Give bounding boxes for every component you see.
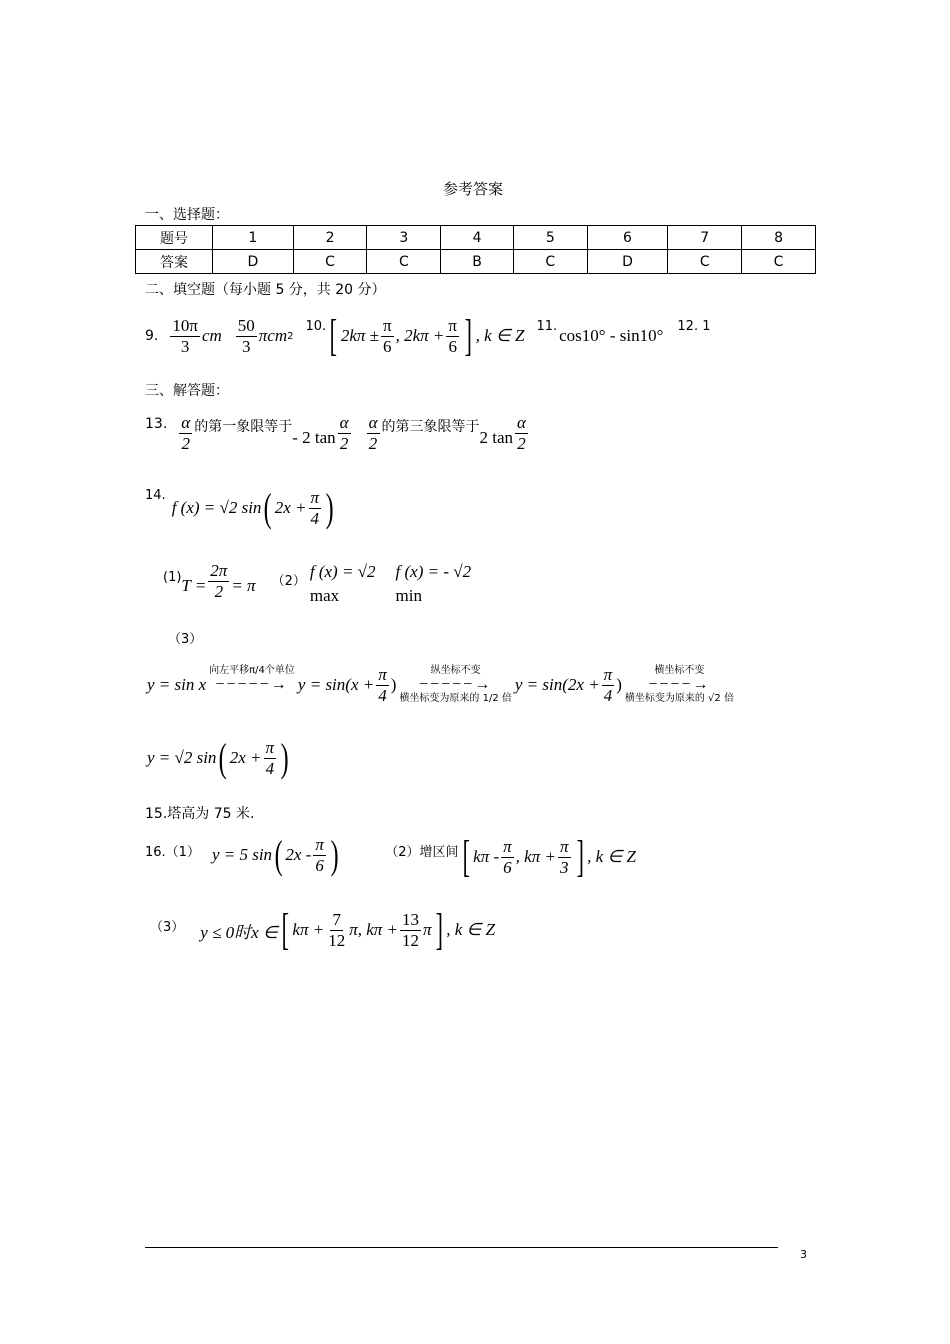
unit: cm [201,326,222,345]
answer-14-result: y = √2 sin ( 2x + $\frac{\pi}{4}$ ) [147,735,289,780]
table-cell: D [587,250,668,274]
answer-13: 13. $\frac{\alpha}{2}$ 的第一象限等于 - 2 tan $\frac{\alpha}{2}$ $\frac{\alpha}{2}$ 的第三象限等于 2 tan $\frac{\alpha}{2}$ [145,413,526,453]
table-cell: 3 [367,226,441,250]
table-cell: D [213,250,294,274]
unit: πcm [258,326,288,345]
table-cell: B [441,250,514,274]
transform-chain: y = sin x 向左平移π/4个单位 −−−−−→ y = sin(x + $\frac{\pi}{4}$ ) 纵坐标不变 −−−−−→ 横坐标变为原来的 1/2 倍 y = sin(2x + $\frac{\pi}{4}$ ) 横坐标不变 −−−−→ 横坐标变为原来的 √2 倍 [147,664,734,705]
table-cell: 1 [213,226,294,250]
fraction: $\frac{50}{3}$ [237,315,255,356]
answer-16-part3: （3） y ≤ 0时x ∈ [ kπ + $\frac{7}{12}$ π, kπ + $\frac{13}{12}$ π ] , k ∈ Z [150,905,496,954]
table-cell: C [293,250,367,274]
answer-12: 12. 1 [677,318,711,334]
answer-15: 15.塔高为 75 米. [145,806,255,822]
table-cell: C [742,250,816,274]
table-cell: 2 [293,226,367,250]
section-heading-solve: 三、解答题： [145,383,229,399]
page-title: 参考答案 [443,180,504,198]
table-cell: 4 [441,226,514,250]
table-cell: C [367,250,441,274]
part-label: （3） [168,632,203,647]
question-number: 9. [145,328,159,344]
table-cell: 7 [668,226,742,250]
fraction: $\frac{10\pi}{3}$ [172,315,198,356]
footer-divider [145,1247,778,1248]
table-header-cell: 答案 [136,250,213,274]
table-cell: 5 [513,226,587,250]
table-cell: 6 [587,226,668,250]
section-heading-fill: 二、填空题（每小题 5 分，共 20 分） [145,282,386,298]
page-number: 3 [800,1248,807,1261]
section-heading-choice: 一、选择题： [145,207,229,223]
table-header-cell: 题号 [136,226,213,250]
table-cell: 8 [742,226,816,250]
answer-16: 16.（1） y = 5 sin ( 2x - $\frac{\pi}{6}$ ) （2）增区间 [ kπ - $\frac{\pi}{6}$ , kπ + $\frac{\pi}{3}$ ] , k ∈ Z [145,832,636,881]
answer-table [135,225,816,274]
question-number: 11. [536,318,558,334]
table-cell: C [668,250,742,274]
table-row [136,250,816,274]
answer-9-12: 9. $\frac{10\pi}{3}$ cm $\frac{50}{3}$ πcm 2 10. [ 2kπ ± $\frac{\pi}{6}$ , 2kπ + $\frac{\pi}{6}$ ] , k ∈ Z 11. cos10° - sin10° 12. 1 [145,311,711,360]
table-cell: C [513,250,587,274]
question-number: 10. [305,318,327,334]
answer-14-part1-2: (1) T = $\frac{2\pi}{2}$ = π （2） f (x) = √2 max f (x) = - √2 min [163,561,472,605]
answer-14: 14. f (x) = √2 sin ( 2x + $\frac{\pi}{4}$ ) [145,485,334,530]
table-row [136,226,816,250]
